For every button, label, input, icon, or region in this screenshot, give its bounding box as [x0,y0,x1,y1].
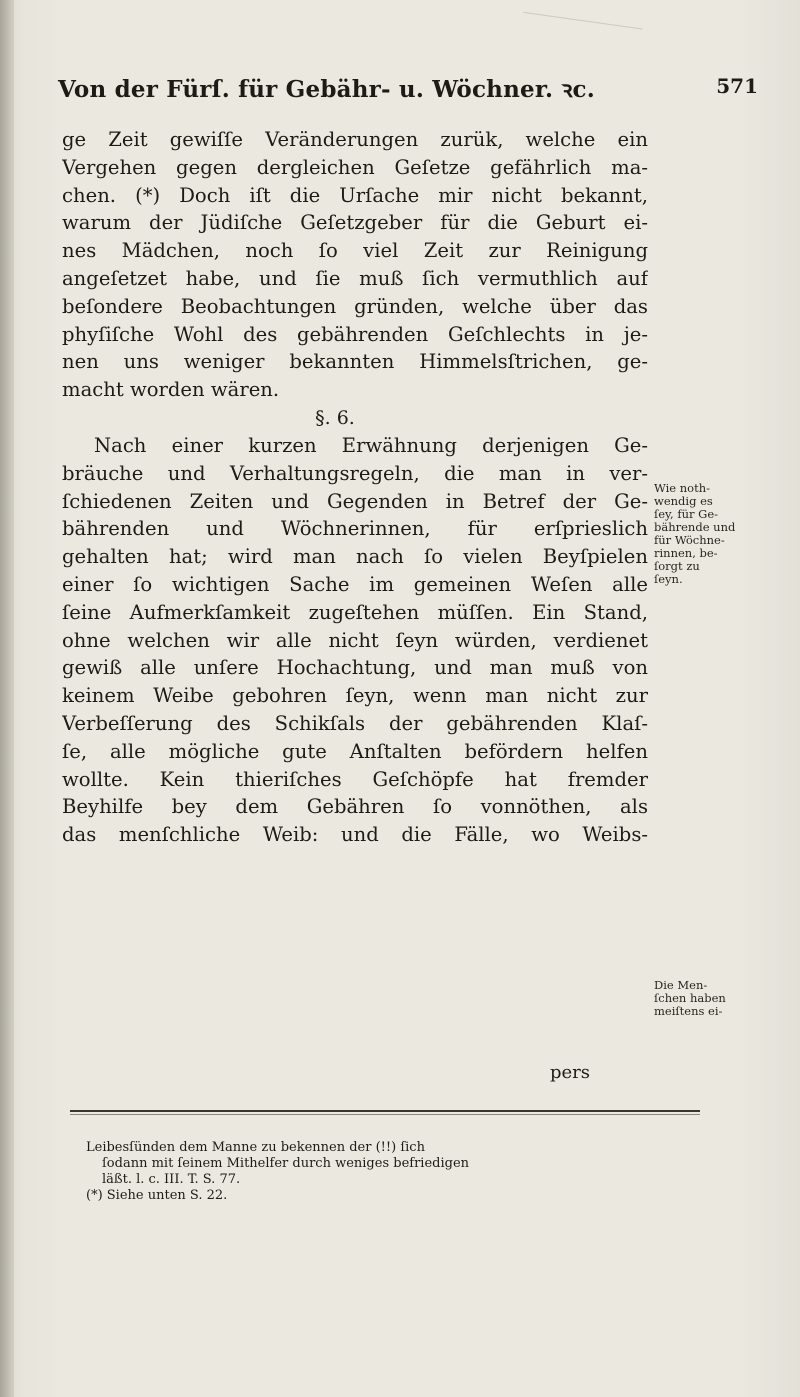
text-line: ge Zeit gewiſſe Veränderungen zurük, welche ein [62,128,648,151]
margin-note-line: wendig es [654,494,713,508]
margin-note [654,482,754,586]
footnote-line: Leibesſünden dem Manne zu bekennen der (!!) ſich [86,1140,425,1155]
text-line: nes Mädchen, noch ſo viel Zeit zur Reinigung [62,239,648,263]
text-line: chen. (*) Doch iſt die Urſache mir nicht bekannt, [62,183,648,207]
text-line: Verbeſſerung des Schikſals der gebährenden Klaſ- [62,711,648,735]
text-line: ſchiedenen Zeiten und Gegenden in Betref der Ge- [62,489,648,513]
text-line: das menſchliche Weib: und die Fälle, wo Weibs- [62,823,648,847]
catchword: pers [550,1062,591,1083]
text-line: keinem Weibe gebohren ſeyn, wenn man nicht zur [62,684,648,708]
margin-note-line: meiſtens ei- [654,1004,723,1018]
footnote-line: (*) Siehe unten S. 22. [86,1188,228,1203]
margin-note-line: Wie noth- [654,481,711,495]
text-line: Nach einer kurzen Erwähnung derjenigen Ge- [94,433,648,457]
margin-note-line: Die Men- [654,978,708,992]
pencil-mark [518,12,643,69]
text-line: wollte. Kein thieriſches Geſchöpfe hat fremder [62,767,648,791]
text-line: bräuche und Verhaltungsregeln, die man in ver- [62,461,648,485]
text-line: macht worden wären. [62,378,280,402]
text-line: angeſetzet habe, und ſie muß ſich vermuthlich auf [62,266,648,290]
page-number: 571 [716,74,758,98]
footnote-line: läßt. l. c. III. T. S. 77. [102,1172,241,1187]
margin-note-line: für Wöchne- [654,533,725,547]
text-line: warum der Jüdiſche Geſetzgeber für die Geburt ei- [62,211,648,235]
text-line: nen uns weniger bekannten Himmelsſtrichen, ge- [62,350,648,374]
text-line: ohne welchen wir alle nicht ſeyn würden, verdienet [62,628,648,652]
margin-note-line: ſeyn. [654,572,683,586]
margin-note-line: bährende und [654,520,736,534]
text-line: Vergehen gegen dergleichen Geſetze gefährlich ma- [62,155,648,179]
footnote-divider-shadow [70,1114,700,1115]
footnote-line: ſodann mit ſeinem Mithelfer durch weniges befriedigen [102,1156,470,1171]
text-line: einer ſo wichtigen Sache im gemeinen Weſen alle [62,572,648,596]
footnotes [86,1140,646,1204]
text-line: ſeine Aufmerkſamkeit zugeſtehen müſſen. Ein Stand, [62,600,648,624]
running-title: Von der Fürſ. für Gebähr- u. Wöchner. ꝛc. [58,76,595,103]
text-line: phyſiſche Wohl des gebährenden Geſchlechts in je- [62,322,648,346]
page-binding-edge [0,0,14,1397]
text-line: bährenden und Wöchnerinnen, für erſprieslich [62,517,648,541]
margin-note-line: ſorgt zu [654,559,700,573]
section-heading: §. 6. [315,406,355,429]
text-line: gehalten hat; wird man nach ſo vielen Beyſpielen [62,545,648,569]
text-line: gewiß alle unſere Hochachtung, und man muß von [62,656,648,680]
margin-note-line: ſchen haben [654,991,726,1005]
margin-note-line: ſey, für Ge- [654,507,719,521]
footnote-divider [70,1110,700,1112]
text-line: Beyhilfe bey dem Gebähren ſo vonnöthen, als [62,795,648,819]
margin-note-line: rinnen, be- [654,546,718,560]
main-text [62,126,648,849]
page-header [58,72,758,112]
margin-note [654,979,754,1018]
text-line: ſe, alle mögliche gute Anſtalten befördern helfen [62,739,648,763]
text-line: beſondere Beobachtungen gründen, welche über das [62,294,648,318]
